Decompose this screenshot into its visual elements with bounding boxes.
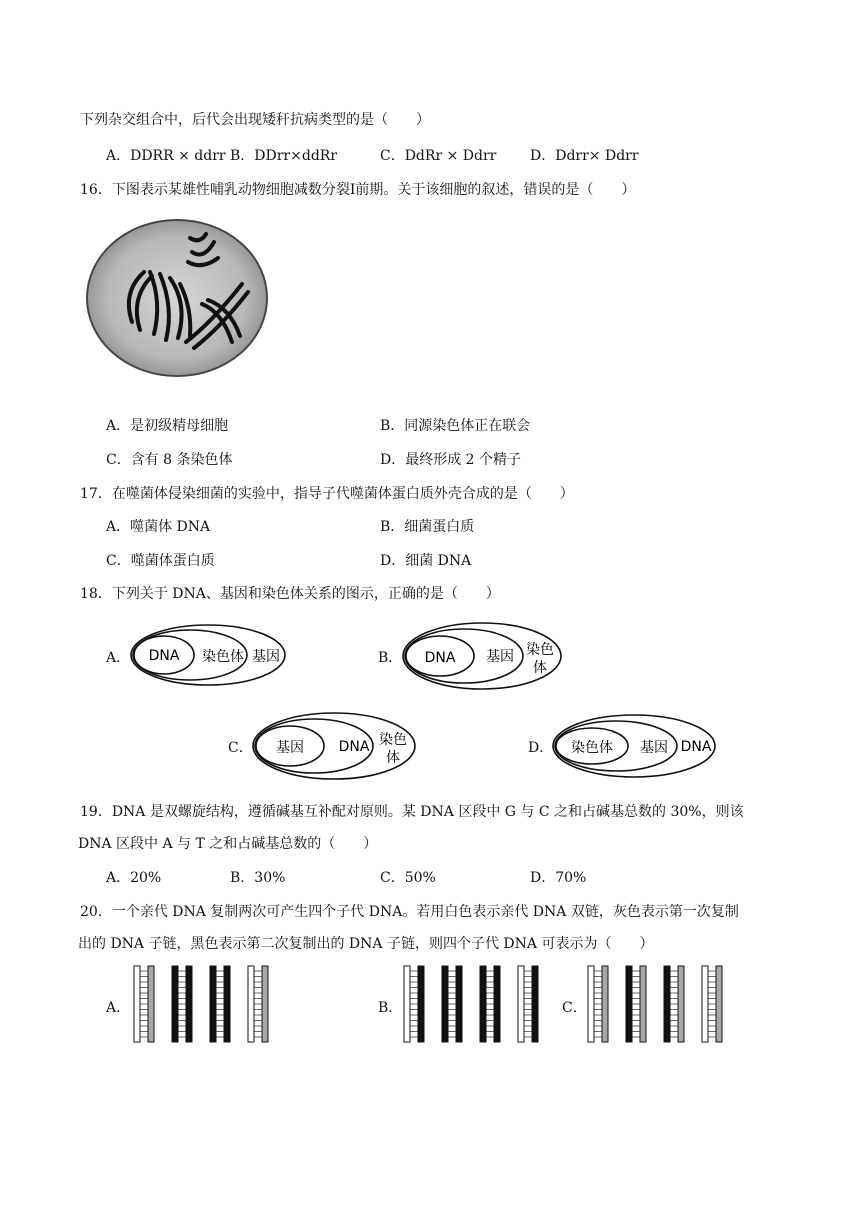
dna-molecule xyxy=(480,966,500,1042)
q20-diagram-b xyxy=(400,964,546,1044)
dna-strand-white xyxy=(702,966,708,1042)
q19-stem-line2: DNA 区段中 A 与 T 之和占碱基总数的（ ） xyxy=(78,836,378,852)
dna-strand-black xyxy=(664,966,670,1042)
dna-strand-white xyxy=(134,966,140,1042)
dna-strand-black xyxy=(494,966,500,1042)
q20-diagram-a xyxy=(130,964,276,1044)
dna-strand-black xyxy=(442,966,448,1042)
q18-diagram-a xyxy=(128,622,288,688)
dna-molecule xyxy=(664,966,684,1042)
dna-strand-gray xyxy=(640,966,646,1042)
dna-molecule xyxy=(702,966,722,1042)
q18b-text-dna: DNA xyxy=(424,650,456,666)
dna-strand-white xyxy=(518,966,524,1042)
meiosis-cell-image xyxy=(82,212,272,380)
q15-option-a: A．DDRR × ddrr xyxy=(106,148,226,164)
dna-strand-black xyxy=(532,966,538,1042)
q19-option-a: A．20% xyxy=(106,870,162,886)
q18c-text-gene: 基因 xyxy=(276,740,304,756)
dna-molecule xyxy=(248,966,268,1042)
q19-stem-line1: 19．DNA 是双螺旋结构，遵循碱基互补配对原则。某 DNA 区段中 G 与 C 之和占碱基总数的 30%，则该 xyxy=(80,804,744,820)
q17-stem: 17．在噬菌体侵染细菌的实验中，指导子代噬菌体蛋白质外壳合成的是（ ） xyxy=(80,486,574,502)
dna-strand-black xyxy=(210,966,216,1042)
q18b-text-gene: 基因 xyxy=(486,649,514,665)
q18-label-b: B． xyxy=(378,650,403,666)
q15-option-b: B．DDrr×ddRr xyxy=(230,148,338,164)
dna-strand-gray xyxy=(716,966,722,1042)
q18-diagram-d xyxy=(550,712,720,780)
dna-molecule xyxy=(442,966,462,1042)
q18-diagram-c xyxy=(250,710,420,782)
q19-option-c: C．50% xyxy=(380,870,436,886)
dna-strand-white xyxy=(404,966,410,1042)
q18-label-c: C． xyxy=(228,740,253,756)
dna-molecule xyxy=(404,966,424,1042)
q20-label-c: C． xyxy=(562,1000,587,1016)
q16-stem: 16．下图表示某雄性哺乳动物细胞减数分裂Ⅰ前期。关于该细胞的叙述，错误的是（ ） xyxy=(80,182,636,198)
q20-label-b: B． xyxy=(378,1000,403,1016)
dna-strand-black xyxy=(224,966,230,1042)
dna-molecule xyxy=(588,966,608,1042)
dna-strand-black xyxy=(186,966,192,1042)
q18d-text-chromosome: 染色体 xyxy=(571,740,613,756)
q18c-text-chromosome-2: 体 xyxy=(386,750,400,766)
q18a-text-chromosome: 染色体 xyxy=(202,649,244,665)
dna-strand-gray xyxy=(602,966,608,1042)
dna-strand-white xyxy=(588,966,594,1042)
q16-option-a: A．是初级精母细胞 xyxy=(106,418,229,434)
dna-molecule xyxy=(134,966,154,1042)
q19-option-b: B．30% xyxy=(230,870,286,886)
q17-option-a: A．噬菌体 DNA xyxy=(106,519,211,535)
q16-option-b: B．同源染色体正在联会 xyxy=(380,418,531,434)
q18-diagram-b xyxy=(400,620,566,692)
q16-option-d: D．最终形成 2 个精子 xyxy=(380,452,522,468)
q17-option-d: D．细菌 DNA xyxy=(380,553,472,569)
dna-molecule xyxy=(626,966,646,1042)
q16-option-c: C．含有 8 条染色体 xyxy=(106,452,233,468)
dna-strand-black xyxy=(626,966,632,1042)
q18a-text-gene: 基因 xyxy=(252,649,280,665)
dna-strand-black xyxy=(418,966,424,1042)
q18c-text-dna: DNA xyxy=(338,739,370,755)
dna-molecule xyxy=(172,966,192,1042)
q15-stem: 下列杂交组合中，后代会出现矮秆抗病类型的是（ ） xyxy=(80,112,430,128)
dna-strand-black xyxy=(172,966,178,1042)
q20-label-a: A． xyxy=(106,1000,131,1016)
q18b-text-chromosome-1: 染色 xyxy=(526,642,554,658)
q20-stem-line1: 20．一个亲代 DNA 复制两次可产生四个子代 DNA。若用白色表示亲代 DNA 双链，灰色表示第一次复制 xyxy=(80,904,739,920)
q18-label-d: D． xyxy=(528,740,554,756)
q18d-text-dna: DNA xyxy=(680,739,712,755)
dna-strand-black xyxy=(456,966,462,1042)
q17-option-c: C．噬菌体蛋白质 xyxy=(106,553,215,569)
dna-strand-black xyxy=(480,966,486,1042)
q18-label-a: A． xyxy=(106,650,131,666)
q15-option-c: C．DdRr × Ddrr xyxy=(380,148,497,164)
dna-strand-white xyxy=(248,966,254,1042)
q18-stem: 18．下列关于 DNA、基因和染色体关系的图示，正确的是（ ） xyxy=(80,586,500,602)
q17-option-b: B．细菌蛋白质 xyxy=(380,519,475,535)
q18b-text-chromosome-2: 体 xyxy=(533,660,547,676)
dna-molecule xyxy=(518,966,538,1042)
q20-stem-line2: 出的 DNA 子链，黑色表示第二次复制出的 DNA 子链，则四个子代 DNA 可表示为（ ） xyxy=(78,936,654,952)
dna-strand-gray xyxy=(148,966,154,1042)
q18c-text-chromosome-1: 染色 xyxy=(379,732,407,748)
dna-strand-gray xyxy=(678,966,684,1042)
q18a-text-dna: DNA xyxy=(148,648,180,664)
q15-option-d: D．Ddrr× Ddrr xyxy=(530,148,639,164)
q20-diagram-c xyxy=(584,964,730,1044)
q18d-text-gene: 基因 xyxy=(640,740,668,756)
dna-strand-gray xyxy=(262,966,268,1042)
q19-option-d: D．70% xyxy=(530,870,587,886)
dna-molecule xyxy=(210,966,230,1042)
